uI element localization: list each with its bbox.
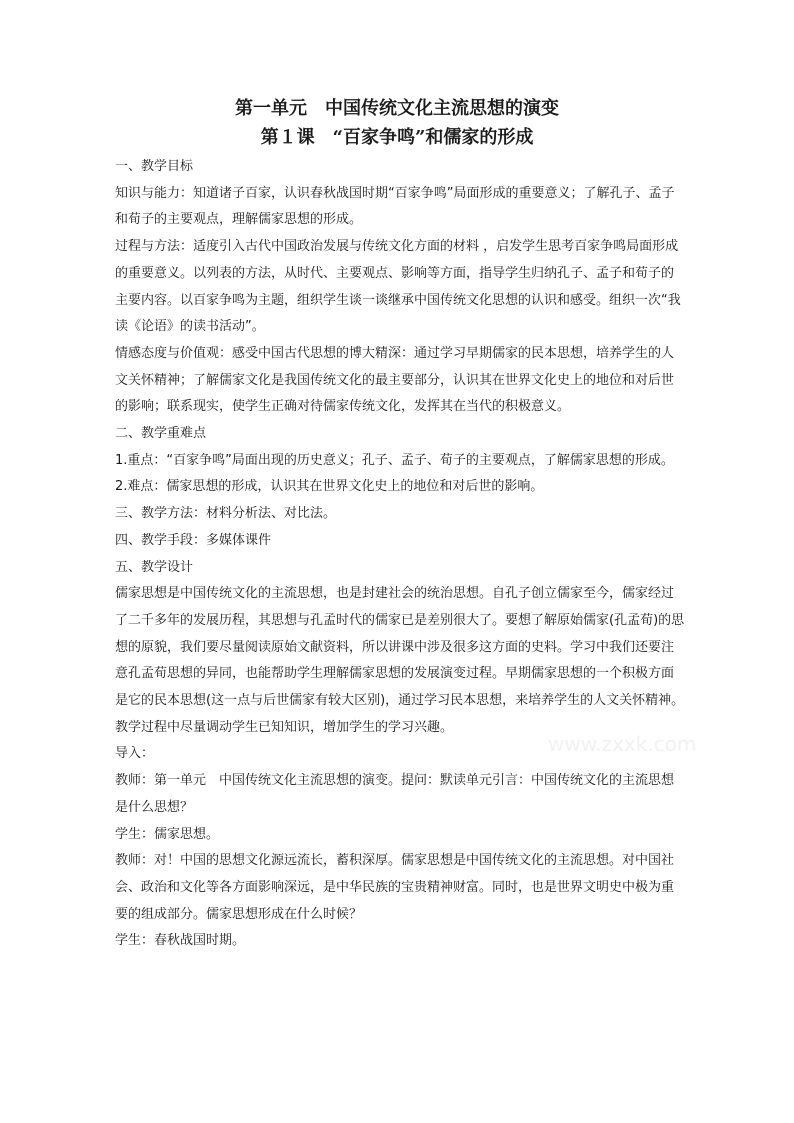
watermark: www.zxxk.com (548, 732, 697, 756)
heading-teaching-goals: 一、教学目标 (115, 159, 194, 174)
heading-teaching-methods: 三、教学方法：材料分析法、对比法。 (115, 506, 337, 522)
paragraph-key-point: 1.重点：“百家争鸣”局面出现的历史意义；孔子、孟子、荀子的主要观点，了解儒家思想的形成。 (115, 452, 674, 468)
paragraph-difficult-point: 2.难点：儒家思想的形成，认识其在世界文化史上的地位和对后世的影响。 (115, 479, 544, 495)
unit-title: 第一单元 中国传统文化主流思想的演变 (235, 98, 559, 119)
lesson-title: 第１课 “百家争鸣”和儒家的形成 (260, 127, 534, 148)
paragraph-teacher-question-1: 教师：第一单元 中国传统文化主流思想的演变。提问：默读单元引言：中国传统文化的主流思想是什么思想？ (115, 773, 675, 815)
paragraph-design-intro: 儒家思想是中国传统文化的主流思想，也是封建社会的统治思想。自孔子创立儒家至今，儒家经过了二千多年的发展历程，其思想与孔孟时代的儒家已是差别很大了。要想了解原始儒家(孔孟荀)的思想的原貌，我们要尽量阅读原始文献资料，所以讲课中涉及很多这方面的史料。学习中我们还要注意孔孟荀思想的异同，也能帮助学生理解儒家思想的发展演变过程。早期儒家思想的一个积极方面是它的民本思想(这一点与后世儒家有较大区别)，通过学习民本思想，来培养学生的人文关怀精神。教学过程中尽量调动学生已知知识，增加学生的学习兴趣。 (115, 586, 685, 735)
heading-teaching-design: 五、教学设计 (115, 559, 194, 575)
paragraph-student-answer-1: 学生：儒家思想。 (115, 826, 220, 842)
heading-teaching-means: 四、教学手段：多媒体课件 (115, 532, 272, 548)
paragraph-knowledge-ability: 知识与能力：知道诸子百家，认识春秋战国时期“百家争鸣”局面形成的重要意义；了解孔子、孟子和荀子的主要观点，理解儒家思想的形成。 (115, 185, 675, 228)
paragraph-emotion-values: 情感态度与价值观：感受中国古代思想的博大精深：通过学习早期儒家的民本思想，培养学生的人文关怀精神；了解儒家文化是我国传统文化的最主要部分，认识其在世界文化史上的地位和对后世的影响；联系现实，使学生正确对待儒家传统文化，发挥其在当代的积极意义。 (115, 345, 675, 415)
paragraph-lead-in: 导入： (115, 746, 155, 762)
paragraph-process-method: 过程与方法：适度引入古代中国政治发展与传统文化方面的材料 ，启发学生思考百家争鸣局面形成的重要意义。以列表的方法，从时代、主要观点、影响等方面，指导学生归纳孔子、孟子和荀子的主要内容。以百家争鸣为主题，组织学生谈一谈继承中国传统文化思想的认识和感受。组织一次“我读《论语》的读书活动”。 (115, 239, 681, 335)
heading-key-points: 二、教学重难点 (115, 426, 207, 442)
paragraph-teacher-question-2: 教师：对！中国的思想文化源远流长，蓄积深厚。儒家思想是中国传统文化的主流思想。对中国社会、政治和文化等各方面影响深远，是中华民族的宝贵精神财富。同时，也是世界文明史中极为重要的组成部分。儒家思想形成在什么时候？ (115, 853, 675, 922)
document-body (115, 154, 685, 955)
paragraph-student-answer-2: 学生：春秋战国时期。 (115, 933, 246, 949)
